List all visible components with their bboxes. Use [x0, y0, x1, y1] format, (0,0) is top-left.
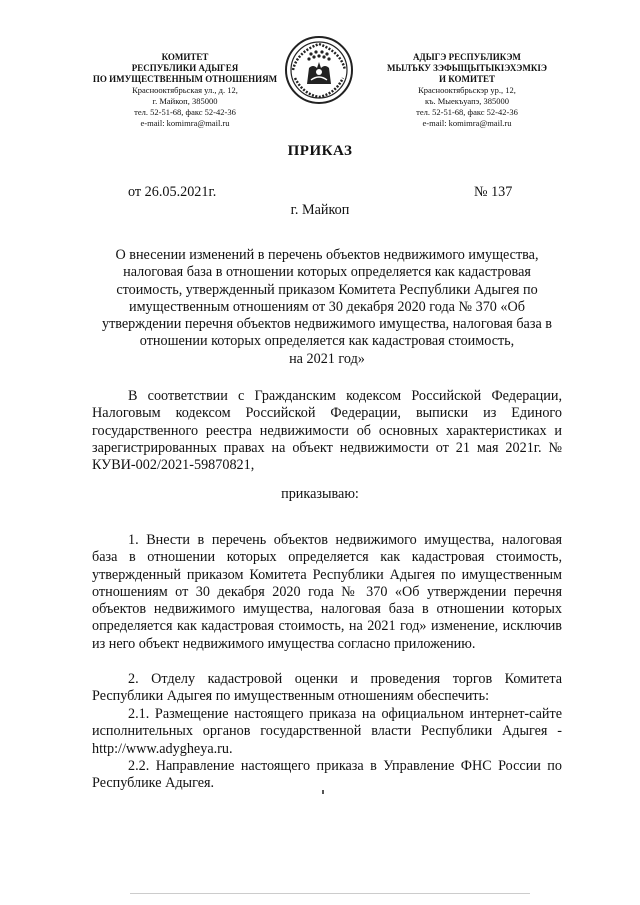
address-line: г. Майкоп, 385000: [152, 96, 218, 106]
subject-line: утверждении перечня объектов недвижимого имущества, налоговая база в: [101, 316, 553, 333]
document-title: ПРИКАЗ: [287, 143, 353, 159]
org-name-line: ПО ИМУЩЕСТВЕННЫМ ОТНОШЕНИЯМ: [92, 74, 278, 84]
org-name-line: И КОМИТЕТ: [438, 74, 496, 84]
scan-speck: [322, 790, 324, 794]
subject-line: О внесении изменений в перечень объектов недвижимого имущества,: [115, 247, 539, 263]
subject-line: налоговая база в отношении которых определяется как кадастровая: [123, 264, 531, 281]
org-name-line: КОМИТЕТ: [161, 52, 209, 62]
document-date: от 26.05.2021г.: [128, 184, 217, 200]
phone-line: тел. 52-51-68, факс 52-42-36: [416, 107, 518, 117]
order-item-1: 1. Внести в перечень объектов недвижимого имущества, налоговая база в отношении которых определяется как кадастровая стоимость, утвержденный приказом Комитета Республики Адыгея по имущественным отношениям от 30 декабря 2020 года № 370 «Об утверждении перечня объектов недвижимого имущества, налоговая база в отношении которых определяется как кадастровая стоимость, на 2021 год» изменение, исключив из него объект недвижимого имущества согласно приложению.: [92, 532, 562, 652]
document-number: № 137: [474, 184, 513, 200]
order-item-2: 2. Отделу кадастровой оценки и проведения торгов Комитета Республики Адыгея по имущественным отношениям обеспечить:: [92, 671, 562, 705]
order-item-2-2: 2.2. Направление настоящего приказа в Управление ФНС России по Республике Адыгея.: [92, 758, 562, 792]
org-name-line: МЫЛЪКУ ЗЭФЫЩЫТЫКІЭХЭМКІЭ: [387, 63, 547, 73]
header-left: [70, 52, 300, 129]
header-right: [352, 52, 582, 129]
subject-line: стоимость, утвержденный приказом Комитета Республики Адыгея по: [116, 281, 538, 298]
order-item-2-1: 2.1. Размещение настоящего приказа на официальном интернет-сайте исполнительных органов государственной власти Республики Адыгея - http://www.adygheya.ru.: [92, 706, 562, 757]
org-name-line: РЕСПУБЛИКИ АДЫГЕЯ: [131, 63, 239, 73]
address-line: Краснооктябрьскэр ур., 12,: [418, 85, 516, 95]
phone-line: тел. 52-51-68, факс 52-42-36: [134, 107, 236, 117]
subject-line: на 2021 год»: [289, 350, 365, 367]
address-line: Краснооктябрьская ул., д. 12,: [132, 85, 238, 95]
subject-line: имущественным отношениям от 30 декабря 2020 года № 370 «Об: [128, 298, 525, 315]
preamble-paragraph: В соответствии с Гражданским кодексом Российской Федерации, Налоговым кодексом Российской Федерации, выписки из Единого государственного реестра недвижимости об основных характеристиках и зарегистрированных правах на объект недвижимости от 21 мая 2021г. № КУВИ-002/2021-59870821,: [92, 388, 562, 474]
order-word: приказываю:: [281, 486, 359, 502]
adygea-coat-of-arms-icon: [283, 34, 355, 106]
org-name-line: АДЫГЭ РЕСПУБЛИКЭМ: [413, 52, 521, 62]
document-subject: [82, 247, 572, 368]
subject-line: отношении которых определяется как кадастровая стоимость,: [139, 333, 515, 350]
scan-bottom-edge: [130, 893, 530, 894]
email-line: e-mail: komimra@mail.ru: [422, 118, 512, 128]
address-line: къ. Мыекъуапэ, 385000: [424, 96, 510, 106]
email-line: e-mail: komimra@mail.ru: [140, 118, 230, 128]
document-city: г. Майкоп: [290, 202, 350, 218]
